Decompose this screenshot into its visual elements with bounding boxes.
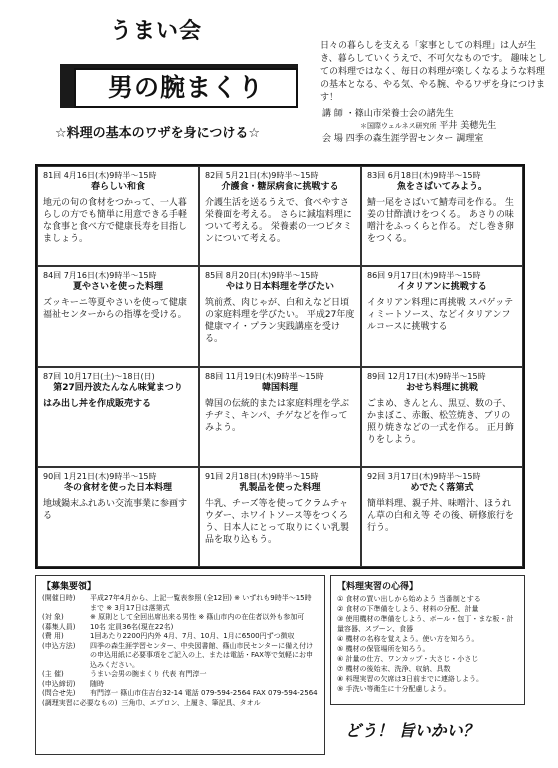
- session-title: 介護食・糖尿病食に挑戦する: [221, 182, 339, 192]
- recruitment-title: 【募集要領】: [42, 582, 97, 592]
- session-date: 90回 1月21日(木)9時半～15時: [43, 471, 157, 481]
- recruitment-row: [42, 680, 318, 690]
- session-cell: [361, 467, 523, 567]
- venue: 四季の森生涯学習センター 調理室: [345, 134, 484, 144]
- session-desc: 簡単料理、親子丼、味噌汁、ほうれん草の白和え等 その後、研修旅行を行う。: [367, 498, 514, 533]
- session-date: 81回 4月16日(木)9時半～15時: [43, 171, 157, 180]
- title-banner: [60, 64, 298, 108]
- session-cell: [361, 166, 523, 266]
- rule-item: ⑨ 手洗い等衛生に十分配慮しよう。: [337, 685, 451, 693]
- session-cell: [199, 467, 361, 567]
- tagline: どう！ 旨いかい？: [345, 721, 479, 740]
- session-desc: 筑前煮、肉じゃが、白和えなど日頃の家庭料理を学びたい。 平成27年度健康マイ・プラン実践講座を受ける。: [205, 298, 355, 345]
- session-title: 乳製品を使った料理: [239, 482, 321, 493]
- row-key: (対 象): [42, 613, 64, 621]
- rule-item: ⑥ 計量の仕方、ワンカップ・大さじ・小さじ: [337, 655, 479, 663]
- session-date: 91回 2月18日(木)9時半～15時: [205, 471, 319, 481]
- session-date: 87回 10月17日(土)～18日(日): [43, 371, 155, 381]
- session-cell: [199, 266, 361, 366]
- session-title: 春らしい和食: [90, 182, 145, 192]
- recruitment-box: [35, 575, 325, 755]
- row-key: (問合せ先): [42, 689, 76, 697]
- rule-item: ④ 機材の名称を覚えよう。使い方を知ろう。: [337, 635, 479, 643]
- session-date: 85回 8月20日(木)9時半～15時: [205, 271, 319, 281]
- recruitment-row: [42, 594, 318, 613]
- session-date: 86回 9月17日(木)9時半～15時: [367, 271, 481, 281]
- session-cell: [361, 266, 523, 366]
- session-desc: イタリアン料理に再挑戦 スパゲッティミートソース、などイタリアンフルコースに挑戦する: [367, 298, 514, 333]
- session-desc: 牛乳、チーズ等を使ってクラムチャウダー、ホワイトソース等をつくろう、日本人にとって取りにくい乳製品を取り込もう。: [205, 498, 349, 545]
- recruitment-row: [42, 689, 318, 699]
- session-desc: 地域鍋末ふれあい交流事業に参画する: [43, 498, 188, 521]
- row-value: ※ 原則として全回出席出来る男性 ※ 篠山市内の在住者以外も参加可: [90, 613, 305, 621]
- row-value: 三角巾、エプロン、上履き、筆記具、タオル: [121, 698, 261, 707]
- subtitle: ☆料理の基本のワザを身につける☆: [55, 126, 261, 141]
- session-title: 第27回丹波たんなん味覚まつり: [53, 382, 183, 393]
- org-name: うまい会: [110, 19, 203, 44]
- rule-item: ① 食材の買い出しから始めよう 当番制とする: [337, 595, 481, 603]
- row-value: うまい会男の腕まくり 代表 有門淳一: [90, 670, 207, 678]
- session-date: 88回 11月19日(木)9時半～15時: [205, 371, 324, 381]
- row-value: 四季の森生涯学習センター、中央図書館、篠山市民センターに備え付けの申込用紙に必要事項をご記入の上、または電話・FAX等で気軽にお申込みください。: [90, 641, 314, 669]
- session-cell: [199, 166, 361, 266]
- page-title: 男の腕まくり: [74, 68, 298, 108]
- lecturer2-line: [360, 120, 496, 132]
- session-desc: 地元の旬の食材をつかって、一人暮らしの方でも簡単に用意できる手軽な食事と食べ方で健康長寿を目指しましょう。: [43, 198, 188, 244]
- lecturer: ・篠山市栄養士会の諸先生: [345, 109, 454, 119]
- session-date: 92回 3月17日(木)9時半～15時: [367, 471, 481, 481]
- session-date: 89回 12月17日(木)9時半～15時: [367, 371, 486, 381]
- venue-label: 会 場: [322, 134, 343, 144]
- intro-text: 日々の暮らしを支える「家事としての料理」は人が生き、暮らしていくうえで、不可欠なものです。 趣味としての料理ではなく、毎日の料理が楽しくなるような料理の基本となる、やる気、やる腕、やるワザを身につけます！: [320, 41, 547, 103]
- session-title: めでたく落第式: [410, 482, 474, 493]
- session-schedule: [35, 164, 525, 569]
- rule-item: ⑧ 料理実習の欠席は3日前までに連絡しよう。: [337, 675, 483, 683]
- session-cell: [37, 467, 199, 567]
- session-title: 韓国料理: [261, 382, 298, 393]
- session-date: 84回 7月16日(木)9時半～15時: [43, 271, 157, 281]
- session-desc: 韓国の伝統的または家庭料理を学ぶチヂミ、キンパ、チゲなどを作ってみよう。: [205, 398, 350, 433]
- recruitment-row: [42, 699, 318, 709]
- recruitment-row: [42, 632, 318, 642]
- session-cell: [199, 367, 361, 467]
- session-cell: [361, 367, 523, 467]
- session-title: やはり日本料理を学びたい: [225, 282, 334, 293]
- recruitment-row: [42, 670, 318, 680]
- rules-box: [330, 575, 525, 705]
- rule-item: ⑦ 機材の後始末、洗浄、収納、具数: [337, 665, 451, 673]
- row-value: 随時: [90, 679, 104, 688]
- session-date: 82回 5月21日(木)9時半～15時: [205, 171, 319, 180]
- row-key: (費 用): [42, 632, 64, 640]
- session-title: 夏やさいを使った料理: [72, 282, 163, 293]
- row-value: 10名 定員36名(現在22名): [90, 622, 174, 631]
- recruitment-row: [42, 642, 318, 671]
- lecturer-line: [322, 108, 454, 120]
- recruitment-row: [42, 623, 318, 633]
- row-key: (申込締切): [42, 679, 76, 688]
- session-desc: ズッキーニ等夏やさいを使って健康福祉センターからの指導を受ける。: [43, 298, 187, 321]
- row-value: 1回あたり2200円内外 4月、7月、10月、1月に6500円ずつ徴収: [90, 632, 295, 640]
- session-cell: [37, 266, 199, 366]
- row-value: 平成27年4月から、上記一覧表参照 (全12回) ※ いずれも9時半～15時まで ※ 3月17日は落第式: [90, 594, 312, 612]
- rule-item: ③ 使用機材の準備をしよう、ボール・包丁・まな板・計量容器、スプーン、食器: [337, 615, 514, 633]
- rules-title: 【料理実習の心得】: [337, 582, 419, 592]
- session-cell: [37, 367, 199, 467]
- session-desc: 鯖一尾をさばいて鯖寿司を作る。 生姜の甘酢漬けをつくる。 あさりの味噌汁をふっくらと作る。 だし巻き卵をつくる。: [367, 198, 514, 244]
- session-title: 魚をさばいてみよう。: [396, 182, 487, 192]
- row-key: (募集人員): [42, 622, 76, 631]
- session-date: 83回 6月18日(木)9時半～15時: [367, 171, 481, 180]
- session-desc: はみ出し丼を作成販売する: [43, 398, 152, 409]
- lecturer2-note: ＊国際ウェルネス研究所: [360, 122, 437, 130]
- row-value: 有門淳一 篠山市住吉台32-14 電話 079-594-2564 FAX 079-594-2564: [90, 689, 318, 697]
- row-key: (主 催): [42, 670, 64, 678]
- session-cell: [37, 166, 199, 266]
- row-key: (調理実習に必要なもの): [42, 698, 118, 707]
- row-key: (開催日時): [42, 594, 76, 602]
- venue-line: [322, 133, 483, 145]
- rule-item: ② 食材の下準備をしよう、材料の分配、計量: [337, 605, 479, 613]
- lecturer2: 平井 美穂先生: [439, 121, 497, 131]
- session-desc: 介護生活を送るうえで、食べやすさ栄養面を考える。 さらに減塩料理について考える。 栄養素の一つビタミンについて考える。: [205, 198, 352, 244]
- recruitment-row: [42, 613, 318, 623]
- session-title: 冬の食材を使った日本料理: [63, 482, 172, 493]
- row-key: (申込方法): [42, 641, 76, 650]
- session-title: おせち料理に挑戦: [406, 382, 478, 393]
- session-title: イタリアンに挑戦する: [397, 282, 487, 293]
- rule-item: ⑤ 機材の保管場所を知ろう。: [337, 645, 430, 653]
- session-desc: ごまめ、きんとん、黒豆、数の子、かまぼこ、赤飯、松笠焼き、ブリの照り焼きなどの一式を作る。 正月飾りをしよう。: [367, 398, 514, 445]
- lecturer-label: 講 師: [322, 109, 343, 119]
